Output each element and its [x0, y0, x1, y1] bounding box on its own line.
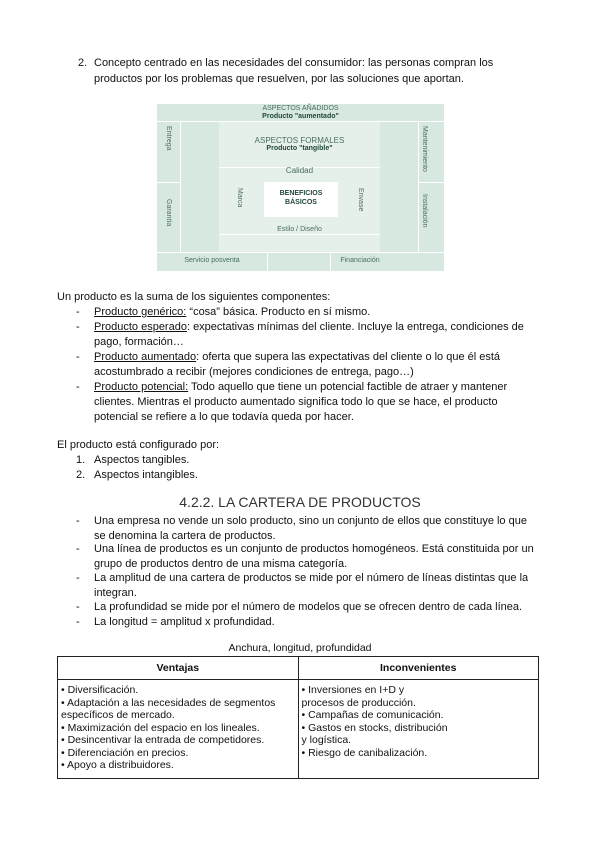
formal-aspects-title: ASPECTOS FORMALES: [254, 136, 345, 145]
list-number: 1.: [76, 454, 86, 466]
estilo-diseno-label: Estilo / Diseño: [277, 226, 322, 233]
section-heading: 4.2.2. LA CARTERA DE PRODUCTOS: [179, 494, 421, 510]
augmented-product-label: Producto "aumentado": [262, 113, 339, 120]
component-term: Producto aumentado: [94, 351, 197, 363]
section-bullet-cont: grupo de productos dentro de una misma categoría.: [94, 558, 348, 570]
component-item: Producto genérico: “cosa” básica. Producto en sí mismo.: [94, 306, 371, 318]
mantenimiento-label: Mantenimiento: [421, 126, 428, 172]
header-inconvenientes: Inconvenientes: [298, 657, 539, 680]
inconveniente-line: • Campañas de comunicación.: [301, 709, 444, 721]
entrega-label: Entrega: [165, 126, 172, 151]
tangible-product-label: Producto "tangible": [266, 145, 333, 152]
table-caption: Anchura, longitud, profundidad: [228, 642, 372, 654]
configured-item: Aspectos intangibles.: [94, 469, 198, 481]
section-bullet: La profundidad se mide por el número de modelos que se ofrecen dentro de cada línea.: [94, 601, 523, 613]
component-item: Producto esperado: expectativas mínimas del cliente. Incluye la entrega, condiciones de: [94, 321, 524, 333]
dash-bullet: -: [76, 381, 80, 393]
dash-bullet: -: [76, 515, 80, 527]
component-term: Producto esperado: [94, 321, 187, 333]
dash-bullet: -: [76, 321, 80, 333]
core-line-1: BENEFICIOS: [279, 190, 323, 197]
section-bullet: La longitud = amplitud x profundidad.: [94, 616, 275, 628]
core-line-2: BÁSICOS: [285, 199, 317, 206]
marca-label: Marca: [236, 188, 243, 208]
financiacion-label: Financiación: [340, 257, 380, 264]
component-item-cont: potencial se refiere a lo que todavía queda por hacer.: [94, 411, 354, 423]
ventaja-line: • Desincentivar la entrada de competidores.: [61, 734, 265, 746]
garantia-label: Garantía: [165, 199, 172, 227]
paragraph-line: productos por los problemas que resuelven, por las soluciones que aportan.: [94, 73, 464, 85]
dash-bullet: -: [76, 543, 80, 555]
dash-bullet: -: [76, 616, 80, 628]
dash-bullet: -: [76, 306, 80, 318]
list-number: 2.: [78, 57, 88, 69]
pros-cons-table: [57, 656, 539, 779]
component-item-cont: clientes. Mientras el producto aumentado significa todo lo que se hace, el producto: [94, 396, 498, 408]
dash-bullet: -: [76, 351, 80, 363]
inconvenientes-cell: [298, 680, 539, 779]
ventaja-line: • Maximización del espacio en los lineales.: [61, 721, 260, 734]
section-bullet-cont: integran.: [94, 587, 137, 599]
inconveniente-line: • Gastos en stocks, distribución: [301, 721, 448, 734]
section-bullet: Una línea de productos es un conjunto de productos homogéneos. Está constituida por un: [94, 543, 534, 555]
component-item: Producto aumentado: oferta que supera las expectativas del cliente o lo que él está: [94, 351, 501, 363]
added-aspects-title: ASPECTOS AÑADIDOS: [262, 105, 339, 112]
component-term: Producto potencial:: [94, 381, 189, 393]
configured-item: Aspectos tangibles.: [94, 454, 190, 466]
inconveniente-line: • Inversiones en I+D y: [301, 684, 405, 696]
ventaja-line: • Apoyo a distribuidores.: [61, 759, 174, 771]
ventaja-line: específicos de mercado.: [61, 709, 175, 721]
component-item: Producto potencial: Todo aquello que tiene un potencial factible de atraer y mantener: [94, 381, 508, 393]
header-ventajas: Ventajas: [58, 657, 299, 680]
dash-bullet: -: [76, 601, 80, 613]
configured-intro: El producto está configurado por:: [57, 439, 220, 451]
component-term: Producto genérico:: [94, 306, 187, 318]
ventaja-line: • Diferenciación en precios.: [61, 746, 189, 759]
components-intro: Un producto es la suma de los siguientes componentes:: [57, 291, 331, 303]
ventaja-line: • Adaptación a las necesidades de segmentos: [61, 696, 276, 709]
product-levels-diagram: [157, 104, 444, 271]
section-bullet: La amplitud de una cartera de productos se mide por el número de líneas distintas que la: [94, 572, 529, 584]
servicio-posventa-label: Servicio posventa: [184, 257, 240, 264]
ventajas-cell: [58, 680, 299, 779]
list-number: 2.: [76, 469, 86, 481]
inconveniente-line: procesos de producción.: [301, 696, 416, 709]
paragraph-line: Concepto centrado en las necesidades del consumidor: las personas compran los: [94, 57, 494, 69]
dash-bullet: -: [76, 572, 80, 584]
section-bullet-cont: se denomina la cartera de productos.: [94, 530, 276, 542]
instalacion-label: Instalación: [421, 194, 428, 228]
section-bullet: Una empresa no vende un solo producto, sino un conjunto de ellos que constituye lo que: [94, 515, 527, 527]
component-item-cont: acostumbrado a recibir (mejores condiciones de entrega, pago…): [94, 366, 414, 378]
envase-label: Envase: [357, 188, 364, 212]
ventaja-line: • Diversificación.: [61, 684, 139, 696]
calidad-label: Calidad: [285, 166, 314, 175]
inconveniente-line: y logística.: [301, 734, 352, 746]
inconveniente-line: • Riesgo de canibalización.: [301, 746, 428, 759]
component-item-cont: pago, formación…: [94, 336, 184, 348]
